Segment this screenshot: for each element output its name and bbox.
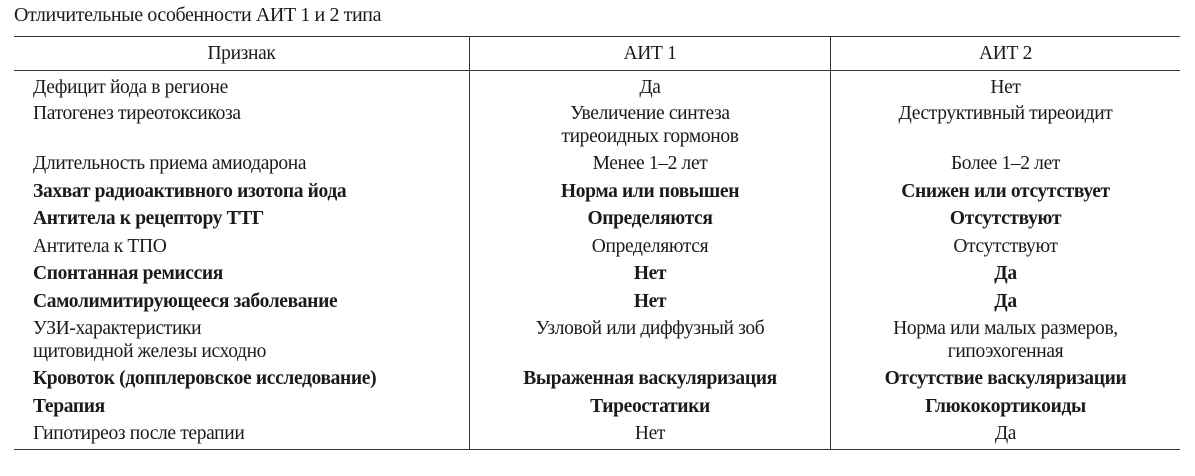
table-header-row <box>14 37 1180 71</box>
feature-cell: Патогенез тиреотоксикоза <box>33 103 241 124</box>
ait2-cell: Да <box>831 287 1181 315</box>
table-row <box>14 287 1180 315</box>
ait1-cell: Да <box>470 71 831 100</box>
table-row <box>14 177 1180 205</box>
table-row <box>14 419 1180 450</box>
ait1-cell: Нет <box>470 259 831 287</box>
table-row <box>14 259 1180 287</box>
ait1-cell: Нет <box>470 419 831 450</box>
ait1-cell: Тиреостатики <box>470 392 831 420</box>
ait2-cell: Да <box>831 419 1181 450</box>
table-caption: Отличительные особенности АИТ 1 и 2 типа <box>14 4 382 26</box>
table-row <box>14 314 1180 364</box>
table-row <box>14 364 1180 392</box>
table-row <box>14 99 1180 149</box>
feature-cell: Антитела к ТПО <box>33 235 167 257</box>
table-row <box>14 149 1180 177</box>
feature-cell: Антитела к рецептору ТТГ <box>33 208 264 229</box>
feature-cell: Самолимитирующееся заболевание <box>33 290 338 312</box>
feature-cell: Гипотиреоз после терапии <box>33 423 245 444</box>
feature-cell: Длительность приема амиодарона <box>33 153 307 174</box>
feature-cell: Захват радиоактивного изотопа йода <box>33 180 347 202</box>
comparison-table <box>14 36 1180 450</box>
ait1-cell: Выраженная васкуляризация <box>470 364 831 392</box>
header-feature: Признак <box>207 42 276 64</box>
ait2-cell: Норма или малых размеров, гипоэхогенная <box>831 314 1181 364</box>
feature-cell: Спонтанная ремиссия <box>33 263 223 284</box>
ait1-cell: Норма или повышен <box>470 177 831 205</box>
feature-cell: Кровоток (допплеровское исследование) <box>33 368 377 389</box>
ait1-cell: Определяются <box>470 232 831 260</box>
ait2-cell: Снижен или отсутствует <box>831 177 1181 205</box>
table-row <box>14 232 1180 260</box>
ait2-cell: Отсутствуют <box>831 232 1181 260</box>
ait2-cell: Нет <box>831 71 1181 100</box>
ait2-cell: Да <box>831 259 1181 287</box>
ait2-cell: Деструктивный тиреоидит <box>831 99 1181 149</box>
ait1-cell: Нет <box>470 287 831 315</box>
ait2-cell: Отсутствие васкуляризации <box>831 364 1181 392</box>
header-ait1: АИТ 1 <box>470 37 831 71</box>
ait1-cell: Узловой или диффузный зоб <box>470 314 831 364</box>
feature-cell: Дефицит йода в регионе <box>33 77 228 98</box>
table-row <box>14 71 1180 100</box>
ait1-cell: Менее 1–2 лет <box>470 149 831 177</box>
table-row <box>14 392 1180 420</box>
feature-cell: Терапия <box>33 395 105 417</box>
ait1-cell: Увеличение синтеза тиреоидных гормонов <box>470 99 831 149</box>
ait1-cell: Определяются <box>470 204 831 232</box>
feature-cell: УЗИ-характеристики щитовидной железы исходно <box>33 318 267 362</box>
ait2-cell: Отсутствуют <box>831 204 1181 232</box>
header-ait2: АИТ 2 <box>831 37 1181 71</box>
ait2-cell: Более 1–2 лет <box>831 149 1181 177</box>
ait2-cell: Глюкокортикоиды <box>831 392 1181 420</box>
table-row <box>14 204 1180 232</box>
